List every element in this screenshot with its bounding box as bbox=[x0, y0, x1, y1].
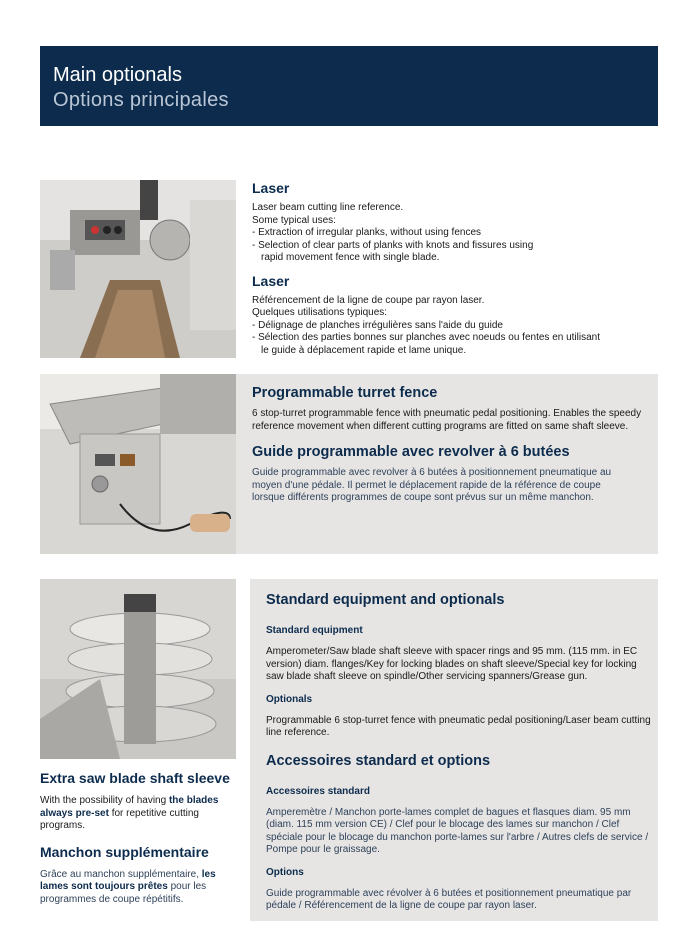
header-banner bbox=[40, 46, 658, 126]
laser-title-en: Laser bbox=[252, 180, 290, 196]
equipment-title-en: Standard equipment and optionals bbox=[266, 592, 505, 608]
sleeve-text-fr-bold: les lames sont toujours prêtes bbox=[40, 868, 216, 892]
laser-section bbox=[252, 180, 652, 357]
laser-text-fr-2: Quelques utilisations typiques: bbox=[252, 307, 388, 318]
laser-text-en-1: Laser beam cutting line reference. bbox=[252, 202, 404, 213]
laser-item-fr-1: - Délignage de planches irrégulières sans l'aide du guide bbox=[252, 319, 503, 331]
sleeve-text-en-bold: the blades always pre-set bbox=[40, 795, 219, 819]
sleeve-title-en: Extra saw blade shaft sleeve bbox=[40, 770, 230, 786]
standard-equipment-text-en: Amperometer/Saw blade shaft sleeve with spacer rings and 95 mm. (115 mm. in EC version) diam. flanges/Key for locking blades on shaft sleeve/Special key for locking saw blade shaft sleeve on spindle/Other servicing spanners/Grease gun. bbox=[266, 646, 638, 682]
optionals-label-en: Optionals bbox=[266, 693, 313, 705]
sleeve-section bbox=[40, 771, 240, 906]
laser-item-en-2: - Selection of clear parts of planks with knots and fissures using rapid movement fence with single blade. bbox=[252, 239, 534, 263]
standard-equipment-text-fr: Amperemètre / Manchon porte-lames complet de bagues et flasques diam. 95 mm (diam. 115 mm version CE) / Clef pour le blocage des lames sur manchon / Clef spéciale pour le blocage du manchon porte-lames sur l'arbre / Autres clefs de service / Pompe pour le graissage. bbox=[266, 806, 649, 855]
page-title-en: Main optionals bbox=[53, 64, 182, 86]
laser-text-en-2: Some typical uses: bbox=[252, 214, 336, 226]
standard-equipment-label-fr: Accessoires standard bbox=[266, 785, 370, 797]
shaft-sleeve-photo bbox=[40, 579, 236, 759]
optionals-text-en: Programmable 6 stop-turret fence with pneumatic pedal positioning/Laser beam cutting line reference. bbox=[266, 714, 651, 738]
turret-text-fr: Guide programmable avec revolver à 6 butées à positionnement pneumatique au moyen d'une pédale. Il permet le déplacement rapide de la référence de coupe lorsque différents programmes de coupe sont prévus sur un même manchon. bbox=[252, 467, 612, 503]
laser-machine-photo bbox=[40, 180, 236, 358]
laser-item-fr-2: - Sélection des parties bonnes sur planches avec noeuds ou fentes en utilisant le guide à déplacement rapide et lame unique. bbox=[252, 332, 600, 356]
sleeve-text-en-1: With the possibility of having bbox=[40, 795, 169, 806]
page-title-fr: Options principales bbox=[53, 89, 229, 111]
sleeve-text-en-2: for repetitive cutting programs. bbox=[40, 807, 199, 831]
turret-title-en: Programmable turret fence bbox=[252, 385, 438, 401]
sleeve-text-fr-1: Grâce au manchon supplémentaire, bbox=[40, 868, 202, 880]
laser-item-en-1: - Extraction of irregular planks, without using fences bbox=[252, 227, 481, 238]
turret-fence-photo bbox=[40, 374, 236, 554]
turret-section bbox=[252, 385, 647, 505]
turret-text-en: 6 stop-turret programmable fence with pneumatic pedal positioning. Enables the speedy reference movement when different cutting programs are fitted on same shaft sleeve. bbox=[252, 408, 642, 432]
laser-title-fr: Laser bbox=[252, 272, 290, 289]
equipment-section bbox=[266, 592, 651, 913]
turret-title-fr: Guide programmable avec revolver à 6 butées bbox=[252, 444, 570, 460]
laser-text-fr-1: Référencement de la ligne de coupe par rayon laser. bbox=[252, 294, 485, 306]
equipment-title-fr: Accessoires standard et options bbox=[266, 752, 491, 769]
standard-equipment-label-en: Standard equipment bbox=[266, 625, 363, 636]
sleeve-title-fr: Manchon supplémentaire bbox=[40, 843, 209, 860]
sleeve-text-fr-2: pour les programmes de coupe répétitifs. bbox=[40, 881, 207, 905]
options-label-fr: Options bbox=[266, 866, 304, 878]
options-text-fr: Guide programmable avec révolver à 6 butées et positionnement pneumatique par pédale / Référencement de la ligne de coupe par rayon laser. bbox=[266, 887, 632, 911]
